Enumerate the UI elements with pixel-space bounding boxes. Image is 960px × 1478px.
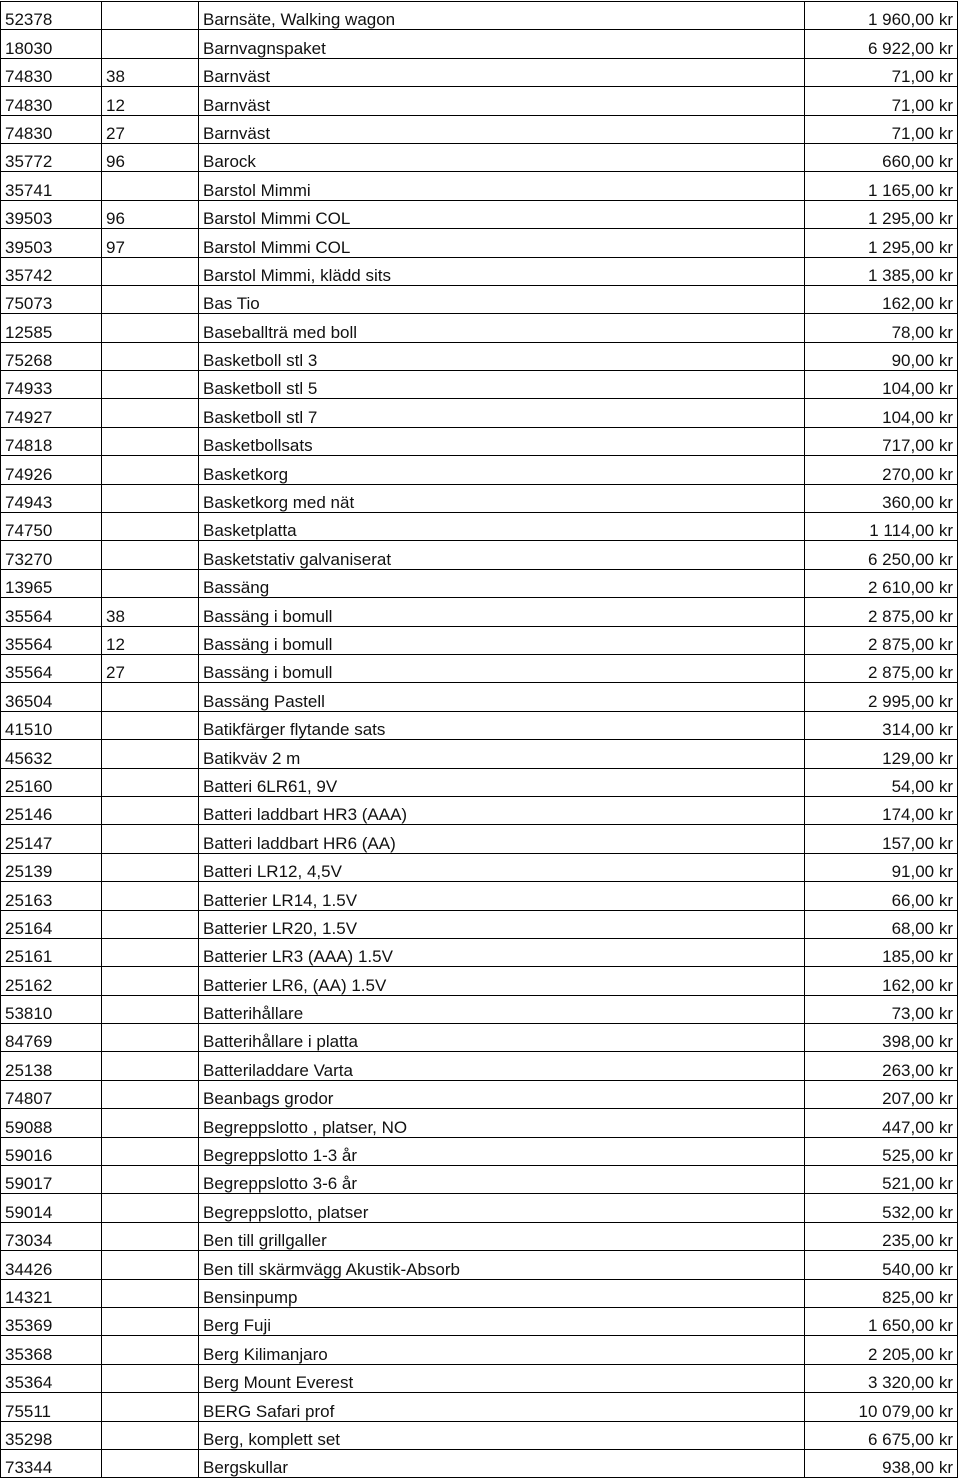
variant-code-cell <box>102 399 199 427</box>
variant-code-cell <box>102 456 199 484</box>
article-number-cell: 35564 <box>1 654 102 682</box>
price-cell: 6 922,00 kr <box>805 30 958 58</box>
table-row <box>1 285 958 313</box>
table-row <box>1 314 958 342</box>
price-cell: 6 250,00 kr <box>805 541 958 569</box>
price-cell: 398,00 kr <box>805 1024 958 1052</box>
product-name-cell: Bas Tio <box>199 285 805 313</box>
article-number-cell: 35369 <box>1 1307 102 1335</box>
price-cell: 525,00 kr <box>805 1137 958 1165</box>
variant-code-cell <box>102 1449 199 1477</box>
price-cell: 10 079,00 kr <box>805 1393 958 1421</box>
article-number-cell: 52378 <box>1 2 102 30</box>
article-number-cell: 39503 <box>1 229 102 257</box>
variant-code-cell <box>102 30 199 58</box>
table-row <box>1 910 958 938</box>
table-row <box>1 626 958 654</box>
variant-code-cell <box>102 342 199 370</box>
article-number-cell: 13965 <box>1 569 102 597</box>
variant-code-cell <box>102 2 199 30</box>
price-cell: 1 295,00 kr <box>805 229 958 257</box>
table-row <box>1 143 958 171</box>
price-cell: 162,00 kr <box>805 285 958 313</box>
table-row <box>1 825 958 853</box>
article-number-cell: 74807 <box>1 1080 102 1108</box>
variant-code-cell <box>102 1364 199 1392</box>
table-row <box>1 229 958 257</box>
product-name-cell: Batteri 6LR61, 9V <box>199 768 805 796</box>
product-name-cell: Begreppslotto , platser, NO <box>199 1109 805 1137</box>
price-cell: 174,00 kr <box>805 796 958 824</box>
table-row <box>1 1194 958 1222</box>
product-name-cell: Basketboll stl 7 <box>199 399 805 427</box>
product-name-cell: Baseballträ med boll <box>199 314 805 342</box>
table-row <box>1 58 958 86</box>
article-number-cell: 73270 <box>1 541 102 569</box>
table-row <box>1 740 958 768</box>
product-name-cell: Barstol Mimmi COL <box>199 200 805 228</box>
table-row <box>1 1449 958 1477</box>
article-number-cell: 25146 <box>1 796 102 824</box>
price-list-table <box>0 1 958 1478</box>
price-cell: 2 875,00 kr <box>805 654 958 682</box>
article-number-cell: 74933 <box>1 371 102 399</box>
table-row <box>1 427 958 455</box>
variant-code-cell <box>102 172 199 200</box>
variant-code-cell <box>102 1251 199 1279</box>
product-name-cell: Basketkorg med nät <box>199 484 805 512</box>
variant-code-cell <box>102 314 199 342</box>
product-name-cell: Batteri laddbart HR6 (AA) <box>199 825 805 853</box>
table-row <box>1 967 958 995</box>
product-name-cell: Basketbollsats <box>199 427 805 455</box>
article-number-cell: 39503 <box>1 200 102 228</box>
variant-code-cell <box>102 1393 199 1421</box>
variant-code-cell <box>102 768 199 796</box>
table-row <box>1 938 958 966</box>
table-row <box>1 796 958 824</box>
price-cell: 104,00 kr <box>805 399 958 427</box>
article-number-cell: 74830 <box>1 115 102 143</box>
article-number-cell: 59014 <box>1 1194 102 1222</box>
price-cell: 91,00 kr <box>805 853 958 881</box>
table-row <box>1 1109 958 1137</box>
price-cell: 162,00 kr <box>805 967 958 995</box>
product-name-cell: Batikfärger flytande sats <box>199 711 805 739</box>
article-number-cell: 74926 <box>1 456 102 484</box>
product-name-cell: Barnsäte, Walking wagon <box>199 2 805 30</box>
price-cell: 235,00 kr <box>805 1222 958 1250</box>
product-name-cell: Basketkorg <box>199 456 805 484</box>
table-row <box>1 1336 958 1364</box>
article-number-cell: 35772 <box>1 143 102 171</box>
price-cell: 54,00 kr <box>805 768 958 796</box>
price-cell: 2 875,00 kr <box>805 598 958 626</box>
price-cell: 938,00 kr <box>805 1449 958 1477</box>
variant-code-cell: 97 <box>102 229 199 257</box>
price-cell: 129,00 kr <box>805 740 958 768</box>
price-cell: 157,00 kr <box>805 825 958 853</box>
product-name-cell: Batterier LR14, 1.5V <box>199 882 805 910</box>
price-cell: 104,00 kr <box>805 371 958 399</box>
article-number-cell: 35298 <box>1 1421 102 1449</box>
variant-code-cell <box>102 1279 199 1307</box>
product-name-cell: Barock <box>199 143 805 171</box>
article-number-cell: 25160 <box>1 768 102 796</box>
price-cell: 66,00 kr <box>805 882 958 910</box>
variant-code-cell <box>102 1137 199 1165</box>
product-name-cell: Bassäng i bomull <box>199 598 805 626</box>
variant-code-cell: 96 <box>102 143 199 171</box>
article-number-cell: 75511 <box>1 1393 102 1421</box>
price-cell: 3 320,00 kr <box>805 1364 958 1392</box>
product-name-cell: Barnväst <box>199 58 805 86</box>
table-row <box>1 569 958 597</box>
variant-code-cell <box>102 967 199 995</box>
table-row <box>1 115 958 143</box>
article-number-cell: 25139 <box>1 853 102 881</box>
article-number-cell: 75073 <box>1 285 102 313</box>
product-name-cell: Batterier LR20, 1.5V <box>199 910 805 938</box>
variant-code-cell <box>102 853 199 881</box>
product-name-cell: Barnvagnspaket <box>199 30 805 58</box>
price-cell: 71,00 kr <box>805 58 958 86</box>
price-cell: 71,00 kr <box>805 115 958 143</box>
product-name-cell: Berg Kilimanjaro <box>199 1336 805 1364</box>
product-name-cell: Batikväv 2 m <box>199 740 805 768</box>
product-name-cell: Batterier LR6, (AA) 1.5V <box>199 967 805 995</box>
article-number-cell: 73344 <box>1 1449 102 1477</box>
variant-code-cell <box>102 285 199 313</box>
variant-code-cell: 96 <box>102 200 199 228</box>
table-row <box>1 342 958 370</box>
variant-code-cell <box>102 711 199 739</box>
product-name-cell: Basketstativ galvaniserat <box>199 541 805 569</box>
product-name-cell: Basketboll stl 3 <box>199 342 805 370</box>
product-name-cell: Batteriladdare Varta <box>199 1052 805 1080</box>
product-name-cell: Bensinpump <box>199 1279 805 1307</box>
price-cell: 6 675,00 kr <box>805 1421 958 1449</box>
article-number-cell: 59016 <box>1 1137 102 1165</box>
variant-code-cell <box>102 513 199 541</box>
article-number-cell: 45632 <box>1 740 102 768</box>
article-number-cell: 53810 <box>1 995 102 1023</box>
article-number-cell: 59088 <box>1 1109 102 1137</box>
variant-code-cell <box>102 541 199 569</box>
article-number-cell: 73034 <box>1 1222 102 1250</box>
article-number-cell: 84769 <box>1 1024 102 1052</box>
product-name-cell: Batterier LR3 (AAA) 1.5V <box>199 938 805 966</box>
price-cell: 532,00 kr <box>805 1194 958 1222</box>
variant-code-cell <box>102 1194 199 1222</box>
price-cell: 1 114,00 kr <box>805 513 958 541</box>
table-row <box>1 1421 958 1449</box>
article-number-cell: 35364 <box>1 1364 102 1392</box>
table-row <box>1 1364 958 1392</box>
article-number-cell: 12585 <box>1 314 102 342</box>
price-cell: 73,00 kr <box>805 995 958 1023</box>
table-row <box>1 1393 958 1421</box>
product-name-cell: Basketplatta <box>199 513 805 541</box>
price-cell: 1 295,00 kr <box>805 200 958 228</box>
price-cell: 90,00 kr <box>805 342 958 370</box>
price-cell: 2 205,00 kr <box>805 1336 958 1364</box>
article-number-cell: 25147 <box>1 825 102 853</box>
article-number-cell: 74943 <box>1 484 102 512</box>
variant-code-cell <box>102 1052 199 1080</box>
price-cell: 2 875,00 kr <box>805 626 958 654</box>
variant-code-cell <box>102 910 199 938</box>
table-row <box>1 1251 958 1279</box>
variant-code-cell <box>102 257 199 285</box>
table-row <box>1 654 958 682</box>
article-number-cell: 74830 <box>1 87 102 115</box>
variant-code-cell <box>102 371 199 399</box>
table-row <box>1 1024 958 1052</box>
price-cell: 1 385,00 kr <box>805 257 958 285</box>
price-cell: 68,00 kr <box>805 910 958 938</box>
table-row <box>1 456 958 484</box>
article-number-cell: 25164 <box>1 910 102 938</box>
article-number-cell: 35564 <box>1 598 102 626</box>
table-row <box>1 200 958 228</box>
product-name-cell: Begreppslotto, platser <box>199 1194 805 1222</box>
product-name-cell: Batteri LR12, 4,5V <box>199 853 805 881</box>
table-row <box>1 513 958 541</box>
product-name-cell: Berg Fuji <box>199 1307 805 1335</box>
price-cell: 521,00 kr <box>805 1166 958 1194</box>
variant-code-cell <box>102 1109 199 1137</box>
product-name-cell: Barstol Mimmi <box>199 172 805 200</box>
product-name-cell: Ben till skärmvägg Akustik-Absorb <box>199 1251 805 1279</box>
table-row <box>1 1279 958 1307</box>
table-row <box>1 87 958 115</box>
product-name-cell: Barstol Mimmi, klädd sits <box>199 257 805 285</box>
article-number-cell: 74830 <box>1 58 102 86</box>
table-row <box>1 1137 958 1165</box>
price-cell: 78,00 kr <box>805 314 958 342</box>
product-name-cell: Begreppslotto 3-6 år <box>199 1166 805 1194</box>
price-cell: 1 650,00 kr <box>805 1307 958 1335</box>
product-name-cell: Berg Mount Everest <box>199 1364 805 1392</box>
variant-code-cell: 27 <box>102 115 199 143</box>
product-name-cell: Barstol Mimmi COL <box>199 229 805 257</box>
article-number-cell: 75268 <box>1 342 102 370</box>
product-name-cell: Barnväst <box>199 87 805 115</box>
table-row <box>1 882 958 910</box>
variant-code-cell <box>102 825 199 853</box>
table-row <box>1 30 958 58</box>
product-name-cell: Bassäng Pastell <box>199 683 805 711</box>
product-name-cell: Bergskullar <box>199 1449 805 1477</box>
table-row <box>1 2 958 30</box>
article-number-cell: 25161 <box>1 938 102 966</box>
price-cell: 540,00 kr <box>805 1251 958 1279</box>
variant-code-cell <box>102 995 199 1023</box>
product-name-cell: Batterihållare <box>199 995 805 1023</box>
table-row <box>1 853 958 881</box>
table-row <box>1 1307 958 1335</box>
variant-code-cell <box>102 1080 199 1108</box>
price-cell: 447,00 kr <box>805 1109 958 1137</box>
article-number-cell: 25162 <box>1 967 102 995</box>
variant-code-cell <box>102 484 199 512</box>
price-cell: 1 960,00 kr <box>805 2 958 30</box>
price-cell: 185,00 kr <box>805 938 958 966</box>
article-number-cell: 35742 <box>1 257 102 285</box>
product-name-cell: Bassäng i bomull <box>199 626 805 654</box>
table-row <box>1 371 958 399</box>
variant-code-cell <box>102 683 199 711</box>
product-name-cell: Beanbags grodor <box>199 1080 805 1108</box>
price-cell: 825,00 kr <box>805 1279 958 1307</box>
table-row <box>1 711 958 739</box>
table-row <box>1 541 958 569</box>
variant-code-cell <box>102 796 199 824</box>
product-name-cell: Bassäng <box>199 569 805 597</box>
article-number-cell: 41510 <box>1 711 102 739</box>
table-row <box>1 683 958 711</box>
product-name-cell: Ben till grillgaller <box>199 1222 805 1250</box>
price-list-body <box>1 2 958 1478</box>
table-row <box>1 257 958 285</box>
product-name-cell: Batteri laddbart HR3 (AAA) <box>199 796 805 824</box>
variant-code-cell <box>102 1336 199 1364</box>
price-cell: 2 995,00 kr <box>805 683 958 711</box>
variant-code-cell: 38 <box>102 598 199 626</box>
price-cell: 1 165,00 kr <box>805 172 958 200</box>
price-cell: 660,00 kr <box>805 143 958 171</box>
product-name-cell: BERG Safari prof <box>199 1393 805 1421</box>
article-number-cell: 35368 <box>1 1336 102 1364</box>
article-number-cell: 34426 <box>1 1251 102 1279</box>
product-name-cell: Batterihållare i platta <box>199 1024 805 1052</box>
table-row <box>1 995 958 1023</box>
article-number-cell: 35741 <box>1 172 102 200</box>
product-name-cell: Basketboll stl 5 <box>199 371 805 399</box>
price-cell: 314,00 kr <box>805 711 958 739</box>
price-cell: 717,00 kr <box>805 427 958 455</box>
table-row <box>1 399 958 427</box>
article-number-cell: 74750 <box>1 513 102 541</box>
article-number-cell: 25138 <box>1 1052 102 1080</box>
variant-code-cell <box>102 938 199 966</box>
variant-code-cell: 27 <box>102 654 199 682</box>
price-cell: 207,00 kr <box>805 1080 958 1108</box>
table-row <box>1 598 958 626</box>
variant-code-cell <box>102 1307 199 1335</box>
table-row <box>1 1080 958 1108</box>
variant-code-cell <box>102 569 199 597</box>
article-number-cell: 25163 <box>1 882 102 910</box>
variant-code-cell <box>102 882 199 910</box>
table-row <box>1 484 958 512</box>
variant-code-cell <box>102 1222 199 1250</box>
article-number-cell: 74818 <box>1 427 102 455</box>
article-number-cell: 36504 <box>1 683 102 711</box>
variant-code-cell <box>102 1166 199 1194</box>
table-row <box>1 1052 958 1080</box>
price-cell: 2 610,00 kr <box>805 569 958 597</box>
variant-code-cell <box>102 1421 199 1449</box>
price-cell: 71,00 kr <box>805 87 958 115</box>
article-number-cell: 14321 <box>1 1279 102 1307</box>
table-row <box>1 1166 958 1194</box>
article-number-cell: 18030 <box>1 30 102 58</box>
article-number-cell: 35564 <box>1 626 102 654</box>
variant-code-cell <box>102 427 199 455</box>
article-number-cell: 59017 <box>1 1166 102 1194</box>
variant-code-cell: 12 <box>102 626 199 654</box>
variant-code-cell <box>102 740 199 768</box>
table-row <box>1 172 958 200</box>
product-name-cell: Berg, komplett set <box>199 1421 805 1449</box>
variant-code-cell: 38 <box>102 58 199 86</box>
product-name-cell: Bassäng i bomull <box>199 654 805 682</box>
variant-code-cell: 12 <box>102 87 199 115</box>
price-cell: 270,00 kr <box>805 456 958 484</box>
product-name-cell: Begreppslotto 1-3 år <box>199 1137 805 1165</box>
variant-code-cell <box>102 1024 199 1052</box>
table-row <box>1 1222 958 1250</box>
price-cell: 360,00 kr <box>805 484 958 512</box>
article-number-cell: 74927 <box>1 399 102 427</box>
product-name-cell: Barnväst <box>199 115 805 143</box>
price-cell: 263,00 kr <box>805 1052 958 1080</box>
table-row <box>1 768 958 796</box>
